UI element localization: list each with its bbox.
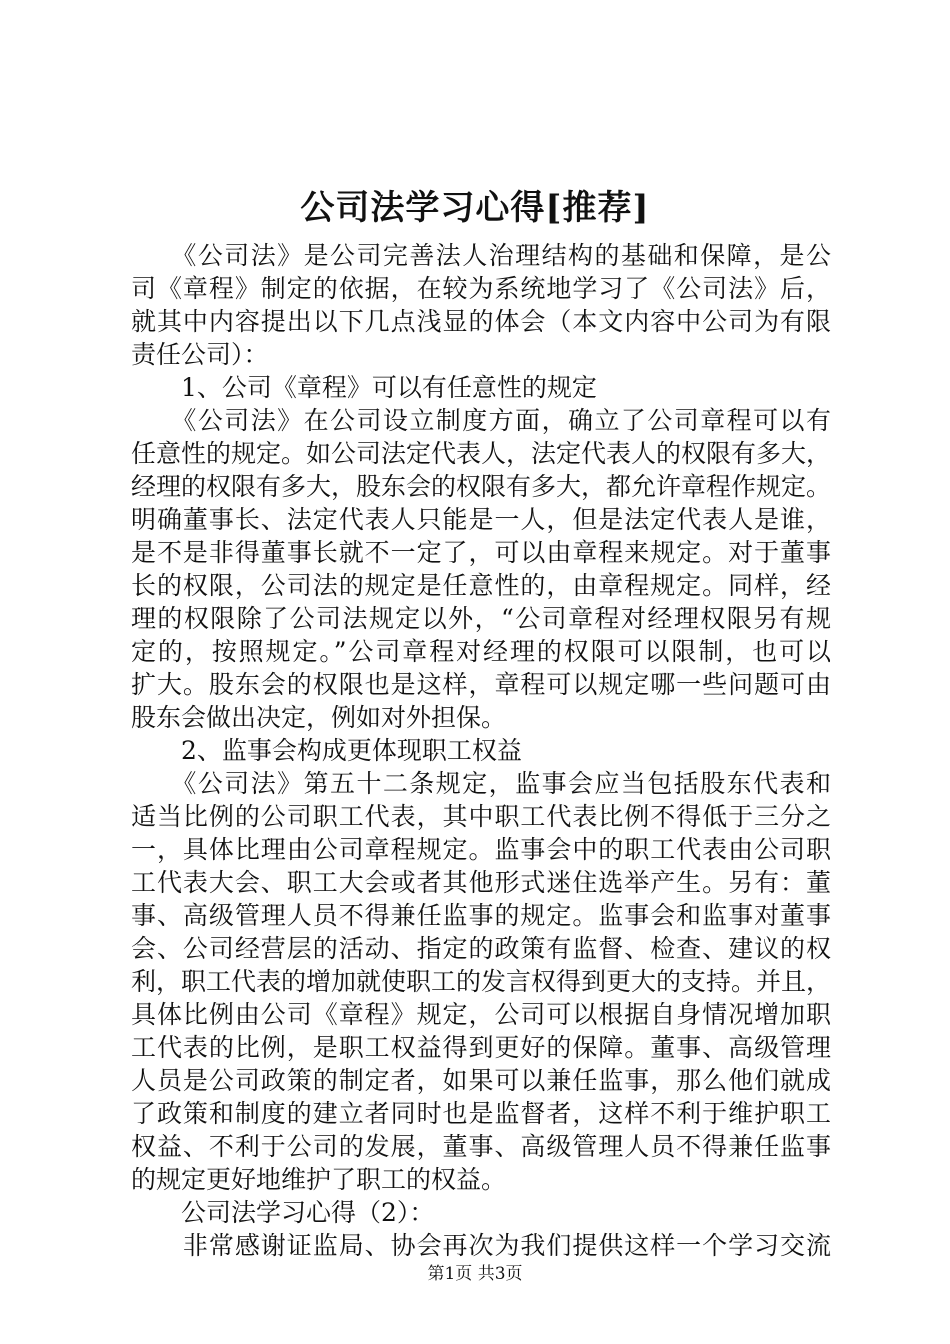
body-line-2: 司《章程》制定的依据，在较为系统地学习了《公司法》后，: [131, 274, 831, 303]
body-line-23: 利，职工代表的增加就使职工的发言权得到更大的支持。并且，: [131, 967, 832, 996]
body-line-7: 任意性的规定。如公司法定代表人，法定代表人的权限有多大，: [131, 439, 832, 468]
body-line-1: 《公司法》是公司完善法人治理结构的基础和保障，是公: [131, 241, 831, 270]
body-line-26: 人员是公司政策的制定者，如果可以兼任监事，那么他们就成: [131, 1066, 831, 1095]
body-line-24: 具体比例由公司《章程》规定，公司可以根据自身情况增加职: [131, 1000, 831, 1029]
body-line-20: 工代表大会、职工大会或者其他形式迷住选举产生。另有：董: [131, 868, 831, 897]
body-line-4: 责任公司）：: [131, 340, 269, 369]
body-line-21: 事、高级管理人员不得兼任监事的规定。监事会和监事对董事: [131, 901, 831, 930]
body-line-13: 定的，按照规定。”公司章程对经理的权限可以限制，也可以: [131, 637, 831, 666]
section-heading-3: 公司法学习心得（2）：: [131, 1198, 435, 1227]
body-line-31: 非常感谢证监局、协会再次为我们提供这样一个学习交流: [131, 1231, 831, 1260]
page-footer: 第1页 共3页: [427, 1264, 523, 1284]
body-line-29: 的规定更好地维护了职工的权益。: [131, 1165, 507, 1194]
body-line-9: 明确董事长、法定代表人只能是一人，但是法定代表人是谁，: [131, 505, 831, 534]
document-title: 公司法学习心得[推荐]: [300, 188, 650, 228]
section-heading-1: 1、公司《章程》可以有任意性的规定: [131, 373, 597, 402]
body-line-17: 《公司法》第五十二条规定，监事会应当包括股东代表和: [131, 769, 831, 798]
body-line-22: 会、公司经营层的活动、指定的政策有监督、检查、建议的权: [131, 934, 831, 963]
body-line-15: 股东会做出决定，例如对外担保。: [131, 703, 507, 732]
section-heading-2: 2、监事会构成更体现职工权益: [131, 736, 522, 765]
body-line-25: 工代表的比例，是职工权益得到更好的保障。董事、高级管理: [131, 1033, 831, 1062]
body-line-12: 理的权限除了公司法规定以外，“公司章程对经理权限另有规: [131, 604, 831, 633]
body-line-8: 经理的权限有多大，股东会的权限有多大，都允许章程作规定。: [131, 472, 832, 501]
body-line-6: 《公司法》在公司设立制度方面，确立了公司章程可以有: [131, 406, 831, 435]
body-line-10: 是不是非得董事长就不一定了，可以由章程来规定。对于董事: [131, 538, 831, 567]
body-line-19: 一，具体比理由公司章程规定。监事会中的职工代表由公司职: [131, 835, 831, 864]
body-line-14: 扩大。股东会的权限也是这样，章程可以规定哪一些问题可由: [131, 670, 831, 699]
body-line-11: 长的权限，公司法的规定是任意性的，由章程规定。同样，经: [131, 571, 831, 600]
body-line-18: 适当比例的公司职工代表，其中职工代表比例不得低于三分之: [131, 802, 831, 831]
body-line-28: 权益、不利于公司的发展，董事、高级管理人员不得兼任监事: [131, 1132, 831, 1161]
body-line-3: 就其中内容提出以下几点浅显的体会（本文内容中公司为有限: [131, 307, 831, 336]
body-line-27: 了政策和制度的建立者同时也是监督者，这样不利于维护职工: [131, 1099, 831, 1128]
